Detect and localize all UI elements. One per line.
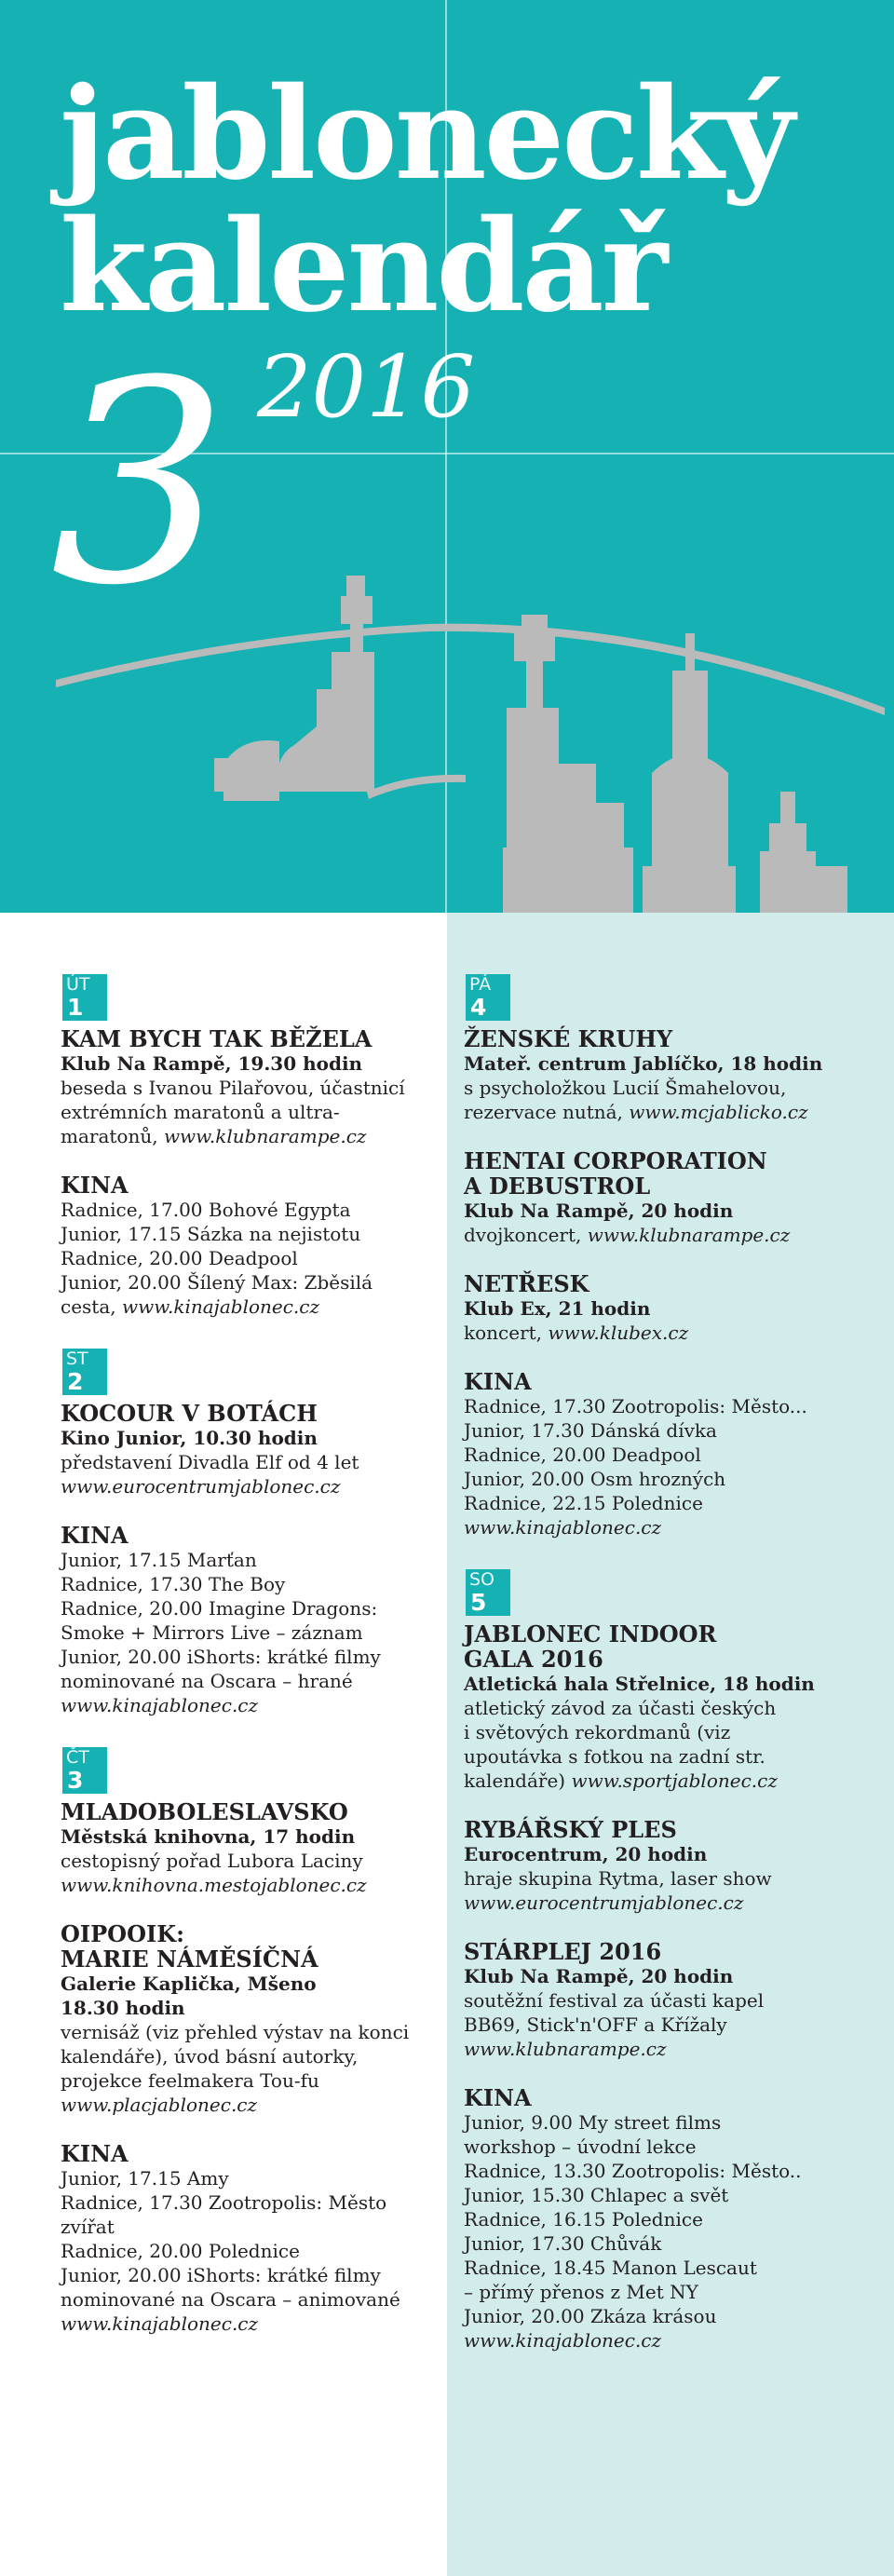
event-title: JABLONEC INDOOR (464, 1620, 717, 1647)
event-line (464, 1769, 846, 1793)
calendar-header (0, 0, 894, 913)
event-line: Radnice, 13.30 Zootropolis: Město.. (464, 2160, 802, 2182)
event-line: beseda s Ivanou Pilařovou, účastnicí (61, 1077, 405, 1099)
event-item (61, 1799, 442, 1897)
event-line: BB69, Stick'n'OFF a Křížaly (464, 2013, 727, 2036)
event-title: KINA (464, 1368, 532, 1395)
event-url[interactable]: www.klubnarampe.cz (464, 2038, 667, 2060)
title-line-2: kalendář (60, 192, 666, 341)
event-venue: Městská knihovna, 17 hodin (61, 1825, 356, 1848)
event-item (61, 1401, 442, 1498)
event-item (61, 1173, 442, 1319)
event-venue: Kino Junior, 10.30 hodin (61, 1427, 318, 1449)
day-block-1 (61, 969, 442, 1319)
event-title: MLADOBOLESLAVSKO (61, 1798, 348, 1825)
event-url[interactable]: www.mcjablicko.cz (629, 1101, 808, 1123)
event-title-line-2: A DEBUSTROL (464, 1173, 651, 1200)
event-line: Junior, 9.00 My street films (464, 2111, 722, 2134)
day-badge (466, 974, 510, 1021)
event-line: Junior, 17.30 Dánská dívka (464, 1419, 717, 1442)
event-venue: Eurocentrum, 20 hodin (464, 1843, 708, 1865)
day-badge (62, 1747, 107, 1794)
day-block-3 (61, 1742, 442, 2336)
event-line: Smoke + Mirrors Live – záznam (61, 1621, 363, 1644)
event-line: atletický závod za účasti českých (464, 1697, 777, 1719)
left-column (61, 969, 442, 2360)
event-title-line-2: MARIE NÁMĚSÍČNÁ (61, 1946, 318, 1973)
event-venue: Klub Na Rampě, 19.30 hodin (61, 1052, 363, 1075)
day-of-week: SO (466, 1569, 510, 1590)
day-number: 2 (62, 1369, 107, 1395)
event-url[interactable]: www.klubnarampe.cz (163, 1125, 367, 1147)
event-line: Radnice, 22.15 Polednice (464, 1492, 703, 1514)
event-url[interactable]: www.kinajablonec.cz (464, 2329, 662, 2352)
event-url[interactable]: www.eurocentrumjablonec.cz (61, 1475, 341, 1498)
event-line: cestopisný pořad Lubora Laciny (61, 1850, 363, 1872)
event-line: workshop – úvodní lekce (464, 2135, 697, 2158)
event-line: Radnice, 18.45 Manon Lescaut (464, 2257, 757, 2279)
event-venue: Klub Ex, 21 hodin (464, 1297, 651, 1320)
event-line: Radnice, 20.00 Imagine Dragons: (61, 1597, 378, 1620)
event-line: Radnice, 16.15 Polednice (464, 2208, 703, 2230)
event-line: Junior, 17.30 Chůvák (464, 2232, 662, 2255)
title-line-1: jablonecký (60, 60, 792, 209)
event-venue-line-2: 18.30 hodin (61, 1997, 185, 2019)
event-line: soutěžní festival za účasti kapel (464, 1989, 765, 2012)
right-column (464, 969, 846, 2377)
event-item (464, 1271, 846, 1345)
event-title: KINA (61, 1522, 129, 1549)
event-url[interactable]: www.kinajablonec.cz (464, 1516, 662, 1539)
event-line: hraje skupina Rytma, laser show (464, 1867, 772, 1890)
event-venue: Mateř. centrum Jablíčko, 18 hodin (464, 1052, 823, 1075)
event-url[interactable]: www.kinajablonec.cz (61, 1694, 259, 1716)
event-title: HENTAI CORPORATION (464, 1147, 767, 1174)
day-of-week: PÁ (466, 974, 510, 995)
event-line (464, 1321, 846, 1345)
event-title: KINA (464, 2084, 532, 2111)
event-url[interactable]: www.knihovna.mestojablonec.cz (61, 1874, 367, 1896)
event-line: Radnice, 20.00 Deadpool (61, 1247, 298, 1269)
event-line: Junior, 17.15 Marťan (61, 1549, 257, 1571)
event-title: RYBÁŘSKÝ PLES (464, 1816, 677, 1843)
event-title: KINA (61, 1172, 129, 1199)
event-line: Junior, 20.00 Osm hrozných (464, 1468, 726, 1490)
event-line: s psycholožkou Lucií Šmahelovou, (464, 1077, 787, 1099)
event-item (464, 1148, 846, 1247)
day-of-week: ČT (62, 1747, 107, 1768)
month-number: 3 (50, 321, 228, 646)
event-item (61, 1921, 442, 2117)
day-number: 1 (62, 995, 107, 1021)
event-line: upoutávka s fotkou na zadní str. (464, 1745, 765, 1768)
event-title-line-2: GALA 2016 (464, 1646, 603, 1673)
event-line (464, 1100, 846, 1124)
event-venue: Klub Na Rampě, 20 hodin (464, 1200, 734, 1222)
event-line-text: dvojkoncert, (464, 1224, 588, 1246)
event-item (464, 1026, 846, 1124)
day-number: 5 (466, 1590, 510, 1616)
event-title: KOCOUR V BOTÁCH (61, 1400, 318, 1427)
event-line: Radnice, 17.30 Zootropolis: Město... (464, 1395, 807, 1417)
event-line (61, 1124, 442, 1148)
event-line: Radnice, 20.00 Polednice (61, 2240, 300, 2262)
event-title: KAM BYCH TAK BĚŽELA (61, 1025, 372, 1052)
event-item (61, 2141, 442, 2336)
event-item (464, 1369, 846, 1539)
day-block-2 (61, 1343, 442, 1717)
day-number: 4 (466, 995, 510, 1021)
day-block-4 (464, 969, 846, 1539)
event-url[interactable]: www.kinajablonec.cz (121, 1295, 320, 1318)
event-url[interactable]: www.kinajablonec.cz (61, 2312, 259, 2335)
event-line: nominované na Oscara – animované (61, 2288, 400, 2311)
event-item (61, 1026, 442, 1148)
day-of-week: ST (62, 1349, 107, 1369)
event-line (61, 1295, 442, 1319)
event-line: zvířat (61, 2216, 115, 2238)
jablonec-skyline-illustration (0, 559, 894, 913)
event-line: nominované na Oscara – hrané (61, 1670, 353, 1692)
event-line: Junior, 17.15 Sázka na nejistotu (61, 1223, 361, 1245)
event-title: OIPOOIK: (61, 1920, 184, 1947)
event-url[interactable]: www.klubnarampe.cz (587, 1224, 791, 1246)
event-venue: Galerie Kaplička, Mšeno (61, 1973, 317, 1995)
event-venue: Klub Na Rampě, 20 hodin (464, 1965, 734, 1987)
event-line: Radnice, 17.30 The Boy (61, 1573, 286, 1595)
event-line: extrémních maratonů a ultra- (61, 1101, 340, 1123)
day-badge (466, 1569, 510, 1616)
event-line: Radnice, 17.30 Zootropolis: Město (61, 2191, 387, 2214)
event-line-text: koncert, (464, 1322, 549, 1344)
event-url[interactable]: www.placjablonec.cz (61, 2094, 258, 2116)
day-block-5 (464, 1564, 846, 2352)
event-line: kalendáře), úvod básní autorky, (61, 2045, 359, 2068)
event-title: STÁRPLEJ 2016 (464, 1938, 662, 1965)
event-line: představení Divadla Elf od 4 let (61, 1451, 359, 1473)
event-line: vernisáž (viz přehled výstav na konci (61, 2021, 410, 2043)
event-item (61, 1523, 442, 1717)
event-url[interactable]: www.eurocentrumjablonec.cz (464, 1891, 744, 1914)
event-title: NETŘESK (464, 1270, 589, 1297)
day-badge (62, 974, 107, 1021)
event-item (464, 1817, 846, 1915)
event-line: Junior, 20.00 Šílený Max: Zběsilá (61, 1271, 373, 1294)
event-line (464, 1223, 846, 1247)
event-line: Junior, 20.00 Zkáza krásou (464, 2305, 717, 2327)
event-title: ŽENSKÉ KRUHY (464, 1025, 673, 1052)
event-venue: Atletická hala Střelnice, 18 hodin (464, 1673, 815, 1695)
event-line-text: kalendáře) (464, 1769, 572, 1792)
event-item (464, 1621, 846, 1793)
event-item (464, 2085, 846, 2352)
event-line: i světových rekordmanů (viz (464, 1721, 731, 1743)
event-line: Radnice, 20.00 Deadpool (464, 1444, 701, 1466)
event-line: Junior, 17.15 Amy (61, 2167, 229, 2190)
event-url[interactable]: www.sportjablonec.cz (571, 1769, 778, 1792)
event-line: Radnice, 17.00 Bohové Egypta (61, 1199, 351, 1221)
day-of-week: ÚT (62, 974, 107, 995)
year: 2016 (257, 337, 476, 437)
day-number: 3 (62, 1768, 107, 1794)
event-line-text: rezervace nutná, (464, 1101, 630, 1123)
event-title: KINA (61, 2140, 129, 2167)
event-item (464, 1939, 846, 2061)
event-line: projekce feelmakera Tou-fu (61, 2069, 319, 2092)
event-line: Junior, 20.00 iShorts: krátké filmy (61, 1646, 381, 1668)
event-line: Junior, 20.00 iShorts: krátké filmy (61, 2264, 381, 2286)
event-line-text: maratonů, (61, 1125, 164, 1147)
event-line-text: cesta, (61, 1295, 122, 1318)
day-badge (62, 1349, 107, 1395)
event-line: Junior, 15.30 Chlapec a svět (464, 2184, 729, 2206)
event-url[interactable]: www.klubex.cz (548, 1322, 689, 1344)
event-line: – přímý přenos z Met NY (464, 2281, 698, 2303)
